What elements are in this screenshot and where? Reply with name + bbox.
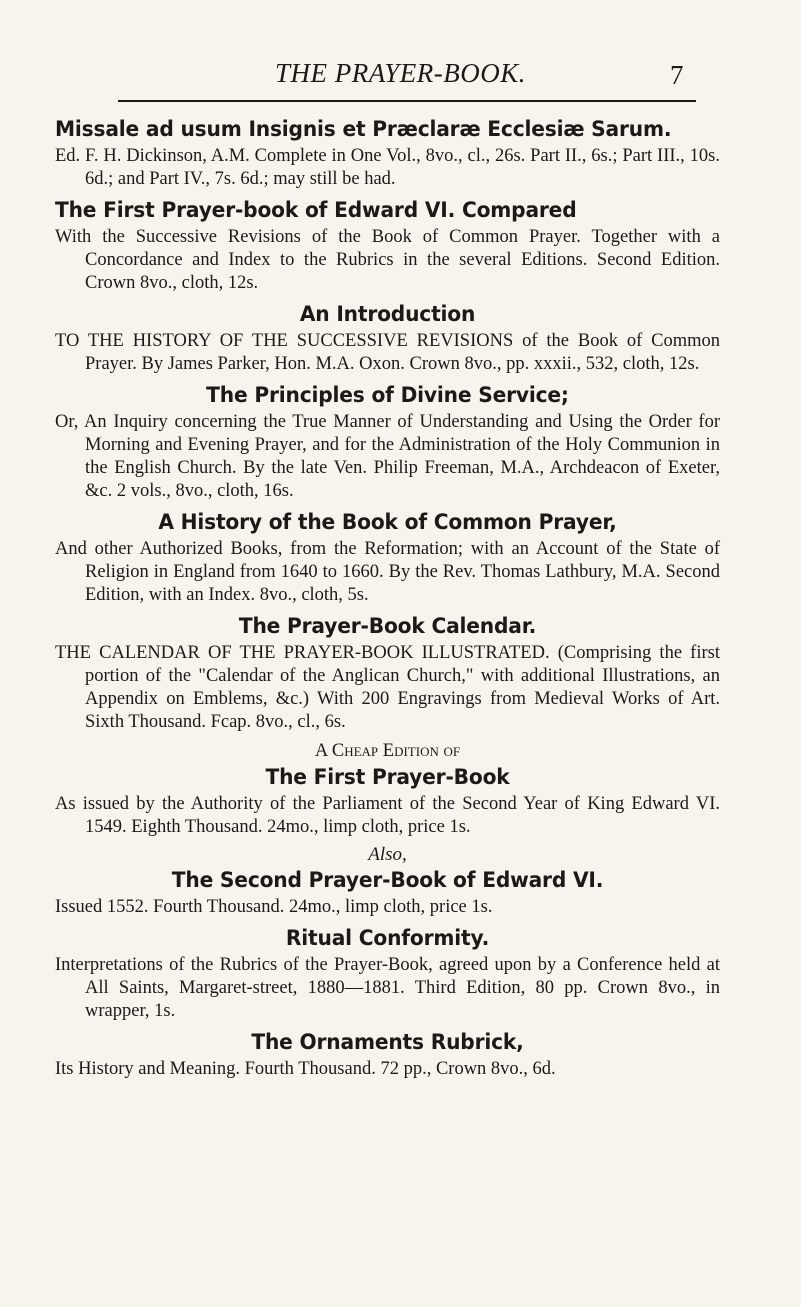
entry-body: As issued by the Authority of the Parliament of the Second Year of King Edward VI. 1549. Eighth Thousand. 24mo., limp cloth, price 1s. [55, 794, 720, 837]
entry-body: With the Successive Revisions of the Book of Common Prayer. Together with a Concordance and Index to the Rubrics in the several Editions. Second Edition. Crown 8vo., cloth, 12s. [55, 227, 720, 293]
entry-heading: The First Prayer-Book [265, 765, 510, 790]
header-rule [118, 100, 696, 102]
catalogue-entry [55, 739, 720, 839]
entry-heading: A History of the Book of Common Prayer, [158, 510, 617, 535]
catalogue-entry [55, 300, 720, 376]
entry-heading: The Ornaments Rubrick, [251, 1030, 524, 1055]
page-number: 7 [670, 60, 684, 90]
entry-preline: A Cheap Edition of [314, 741, 461, 761]
entry-heading: The Prayer-Book Calendar. [238, 614, 537, 639]
catalogue-entry [55, 115, 720, 191]
entry-heading: The Principles of Divine Service; [206, 383, 569, 408]
entry-heading: The First Prayer-book of Edward VI. Compared [55, 198, 577, 223]
catalogue-entry [55, 1028, 720, 1081]
entry-body: Ed. F. H. Dickinson, A.M. Complete in One Vol., 8vo., cl., 26s. Part II., 6s.; Part III., 10s. 6d.; and Part IV., 7s. 6d.; may still be had. [55, 146, 720, 189]
catalogue-entry [55, 612, 720, 734]
entry-body: Interpretations of the Rubrics of the Prayer-Book, agreed upon by a Conference held at All Saints, Margaret-street, 1880—1881. Third Edition, 80 pp. Crown 8vo., in wrapper, 1s. [55, 955, 720, 1021]
entry-body: TO THE HISTORY OF THE SUCCESSIVE REVISIONS of the Book of Common Prayer. By James Parker, Hon. M.A. Oxon. Crown 8vo., pp. xxxii., 532, cloth, 12s. [55, 331, 720, 374]
entry-body: THE CALENDAR OF THE PRAYER-BOOK ILLUSTRATED. (Comprising the first portion of the "Calendar of the Anglican Church," with additional Illustrations, an Appendix on Emblems, &c.) With 200 Engravings from Medieval Works of Art. Sixth Thousand. Fcap. 8vo., cl., 6s. [55, 643, 720, 732]
running-head [0, 58, 801, 98]
catalogue-list [55, 115, 720, 1086]
entry-body: Or, An Inquiry concerning the True Manner of Understanding and Using the Order for Morning and Evening Prayer, and for the Administration of the Holy Communion in the English Church. By the late Ven. Philip Freeman, M.A., Archdeacon of Exeter, &c. 2 vols., 8vo., cloth, 16s. [55, 412, 720, 501]
entry-heading: The Second Prayer-Book of Edward VI. [171, 868, 604, 893]
catalogue-entry [55, 924, 720, 1023]
entry-body: Issued 1552. Fourth Thousand. 24mo., limp cloth, price 1s. [55, 897, 493, 917]
entry-body: And other Authorized Books, from the Reformation; with an Account of the State of Religion in England from 1640 to 1660. By the Rev. Thomas Lathbury, M.A. Second Edition, with an Index. 8vo., cloth, 5s. [55, 539, 720, 605]
entry-heading: Ritual Conformity. [285, 926, 490, 951]
entry-heading: Missale ad usum Insignis et Præclaræ Ecclesiæ Sarum. [55, 117, 672, 142]
entry-heading: An Introduction [299, 302, 476, 327]
running-head-title: THE PRAYER-BOOK. [275, 58, 526, 88]
entry-preline: Also, [368, 844, 407, 865]
entry-body: Its History and Meaning. Fourth Thousand. 72 pp., Crown 8vo., 6d. [55, 1059, 556, 1079]
catalogue-entry [55, 844, 720, 919]
catalogue-entry [55, 508, 720, 607]
catalogue-entry [55, 381, 720, 503]
catalogue-entry [55, 196, 720, 295]
